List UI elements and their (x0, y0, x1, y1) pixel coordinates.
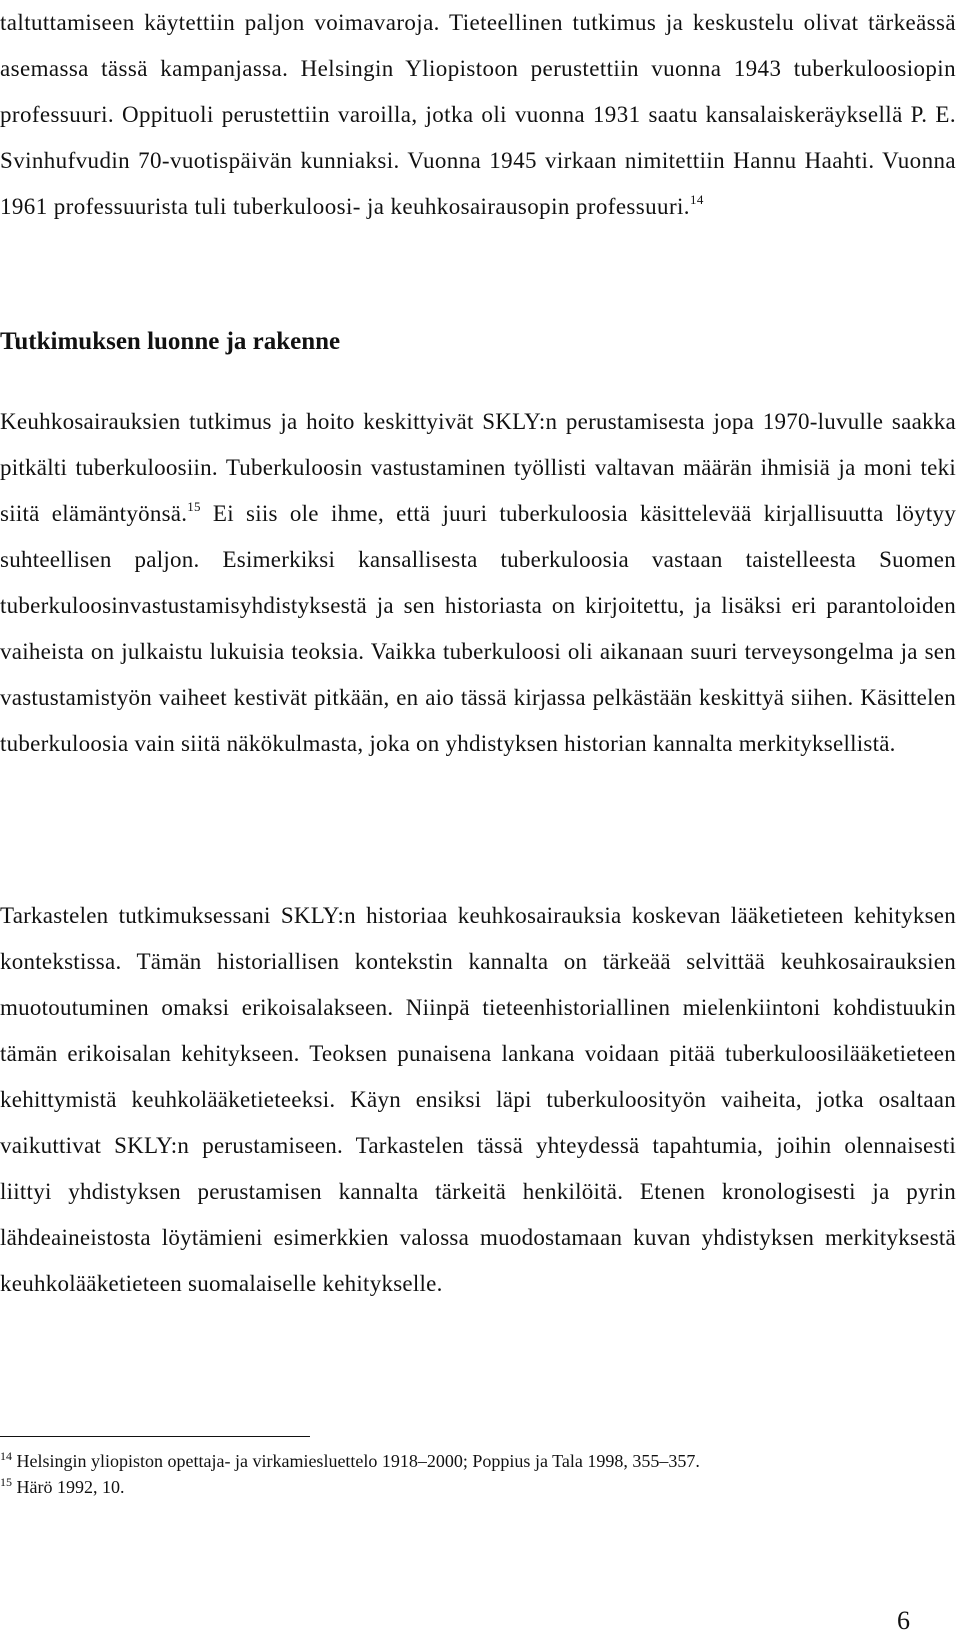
footnote-separator (0, 1436, 310, 1437)
paragraph-2-text-after: Ei siis ole ihme, että juuri tuberkuloosia käsittelevää kirjallisuutta löytyy suhteellisen paljon. Esimerkiksi kansallisesta tuberkuloosia vastaan taistelleesta Suomen tuberkuloosinvastustamisyhdistyksestä ja sen historiasta on kirjoitettu, ja lisäksi eri parantoloiden vaiheista on julkaistu lukuisia teoksia. Vaikka tuberkuloosi oli aikanaan suuri terveysongelma ja sen vastustamistyön vaiheet kestivät pitkään, en aio tässä kirjassa pelkästään keskittyä siihen. Käsittelen tuberkuloosia vain siitä näkökulmasta, joka on yhdistyksen historian kannalta merkityksellistä. (0, 501, 956, 756)
body-paragraph-2 (0, 399, 956, 767)
body-paragraph-1 (0, 0, 956, 230)
paragraph-1-text: taltuttamiseen käytettiin paljon voimavaroja. Tieteellinen tutkimus ja keskustelu olivat tärkeässä asemassa tässä kampanjassa. Helsingin Yliopistoon perustettiin vuonna 1943 tuberkuloosiopin professuuri. Oppituoli perustettiin varoilla, jotka oli vuonna 1931 saatu kansalaiskeräyksellä P. E. Svinhufvudin 70-vuotispäivän kunniaksi. Vuonna 1945 virkaan nimitettiin Hannu Haahti. Vuonna 1961 professuurista tuli tuberkuloosi- ja keuhkosairausopin professuuri. (0, 10, 956, 219)
paragraph-3-text: Tarkastelen tutkimuksessani SKLY:n historiaa keuhkosairauksia koskevan lääketieteen kehityksen kontekstissa. Tämän historiallisen kontekstin kannalta on tärkeää selvittää keuhkosairauksien muotoutuminen omaksi erikoisalakseen. Niinpä tieteenhistoriallinen mielenkiintoni kohdistuukin tämän erikoisalan kehitykseen. Teoksen punaisena lankana voidaan pitää tuberkuloosilääketieteen kehittymistä keuhkolääketieteeksi. Käyn ensiksi läpi tuberkuloosityön vaiheita, jotka osaltaan vaikuttivat SKLY:n perustamiseen. Tarkastelen tässä yhteydessä tapahtumia, joihin olennaisesti liittyi yhdistyksen perustamisen kannalta tärkeitä henkilöitä. Etenen kronologisesti ja pyrin lähdeaineistosta löytämieni esimerkkien valossa muodostamaan kuvan yhdistyksen merkityksestä keuhkolääketieteen suomalaiselle kehitykselle. (0, 903, 956, 1296)
footnote-15-number: 15 (0, 1475, 12, 1489)
paragraph-2-text-before: Keuhkosairauksien tutkimus ja hoito keskittyivät SKLY:n perustamisesta jopa 1970-luvulle saakka pitkälti tuberkuloosiin. Tuberkuloosin vastustaminen työllisti valtavan määrän ihmisiä ja moni teki siitä elämäntyönsä. (0, 409, 956, 526)
footnote-14 (0, 1449, 700, 1473)
footnote-14-text: Helsingin yliopiston opettaja- ja virkamiesluettelo 1918–2000; Poppius ja Tala 1998, 355–357. (12, 1451, 700, 1471)
footnote-15 (0, 1475, 124, 1499)
page-number: 6 (897, 1606, 910, 1635)
footnote-ref-15[interactable]: 15 (187, 499, 201, 515)
section-heading: Tutkimuksen luonne ja rakenne (0, 328, 341, 355)
footnote-15-text: Härö 1992, 10. (12, 1477, 125, 1497)
body-paragraph-3 (0, 893, 956, 1307)
footnote-ref-14[interactable]: 14 (689, 192, 704, 208)
footnote-14-number: 14 (0, 1449, 12, 1463)
